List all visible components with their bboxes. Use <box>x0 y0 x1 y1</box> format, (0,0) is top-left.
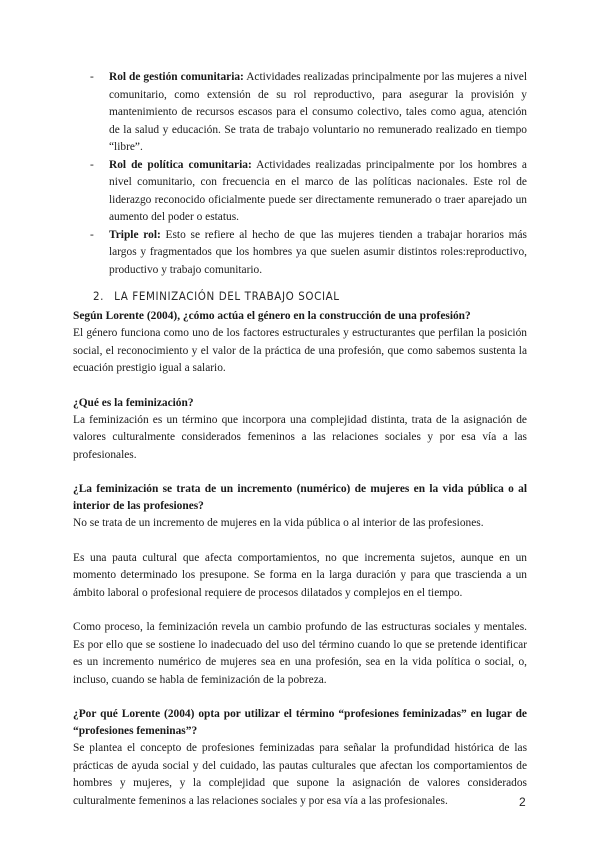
role-term: Rol de política comunitaria: <box>109 158 252 171</box>
answer-1: El género funciona como uno de los factores estructurales y estructurantes que perfilan la posición social, el reconocimiento y el valor de la práctica de una profesión, que como sabemos sustenta la ecuación prestigio igual a salario. <box>73 327 527 374</box>
role-text: Actividades realizadas principalmente por las mujeres a nivel comunitario, como extensión de su rol reproductivo, para asegurar la provisión y mantenimiento de recursos escasos para el consumo colectivo, tales como agua, atención de la salud y educación. Se trata de trabajo voluntario no remunerado realizado en tiempo “libre”. <box>109 71 527 153</box>
question-4: ¿Por qué Lorente (2004) opta por utilizar el término “profesiones feminizadas” en lugar de “profesiones femeninas”? <box>73 708 527 737</box>
page-content <box>73 69 527 810</box>
answer-3c: Como proceso, la feminización revela un cambio profundo de las estructuras sociales y mentales. Es por ello que se sostiene lo inadecuado del uso del término cuando lo que se pretende identificar es un incremento numérico de mujeres sea en una profesión, sea en la vida política o social, o, incluso, cuando se habla de feminización de la pobreza. <box>73 621 527 686</box>
role-text: Actividades realizadas principalmente por los hombres a nivel comunitario, con frecuencia en el marco de las políticas nacionales. Este rol de liderazgo reconocido oficialmente puede ser directamente remunerado o traer aparejado un aumento del poder o estatus. <box>109 158 527 223</box>
role-text: Esto se refiere al hecho de que las mujeres tienden a trabajar horarios más largos y fragmentados que los hombres ya que suelen asumir distintos roles:reproductivo, productivo y trabajo comunitario. <box>109 228 527 276</box>
answer-2: La feminización es un término que incorpora una complejidad distinta, trata de la asignación de valores culturalmente considerados femeninos a las relaciones sociales y por esa vía a las profesionales. <box>73 413 527 461</box>
bullet-dash: - <box>90 228 94 241</box>
bullet-dash: - <box>90 71 94 83</box>
list-item-triple <box>73 227 527 280</box>
question-1: Según Lorente (2004), ¿cómo actúa el género en la construcción de una profesión? <box>73 310 471 322</box>
list-item-gestion <box>73 69 527 157</box>
section-title: LA FEMINIZACIÓN DEL TRABAJO SOCIAL <box>114 289 340 303</box>
page-number: 2 <box>519 795 526 809</box>
section-number: 2. <box>93 289 105 303</box>
bullet-dash: - <box>90 158 94 171</box>
section-heading <box>73 287 527 305</box>
answer-3a: No se trata de un incremento de mujeres en la vida pública o al interior de las profesiones. <box>73 517 484 529</box>
roles-list <box>73 69 527 279</box>
role-term: Triple rol: <box>109 228 161 241</box>
answer-4: Se plantea el concepto de profesiones feminizadas para señalar la profundidad histórica de las prácticas de ayuda social y del cuidado, las pautas culturales que afectan los comportamientos de hombres y mujeres, y la complejidad que supone la asignación de valores considerados culturalmente femeninos a las relaciones sociales y por esa vía a las profesionales. <box>73 742 527 807</box>
question-3: ¿La feminización se trata de un incremento (numérico) de mujeres en la vida pública o al interior de las profesiones? <box>73 483 527 512</box>
answer-3b: Es una pauta cultural que afecta comportamientos, no que incrementa sujetos, aunque en un momento determinado los presupone. Se forma en la larga duración y para que trascienda a un ámbito laboral o profesional requiere de procesos dilatados y complejos en el tiempo. <box>73 551 527 599</box>
list-item-politica <box>73 157 527 227</box>
role-term: Rol de gestión comunitaria: <box>109 71 244 83</box>
question-2: ¿Qué es la feminización? <box>73 396 194 409</box>
